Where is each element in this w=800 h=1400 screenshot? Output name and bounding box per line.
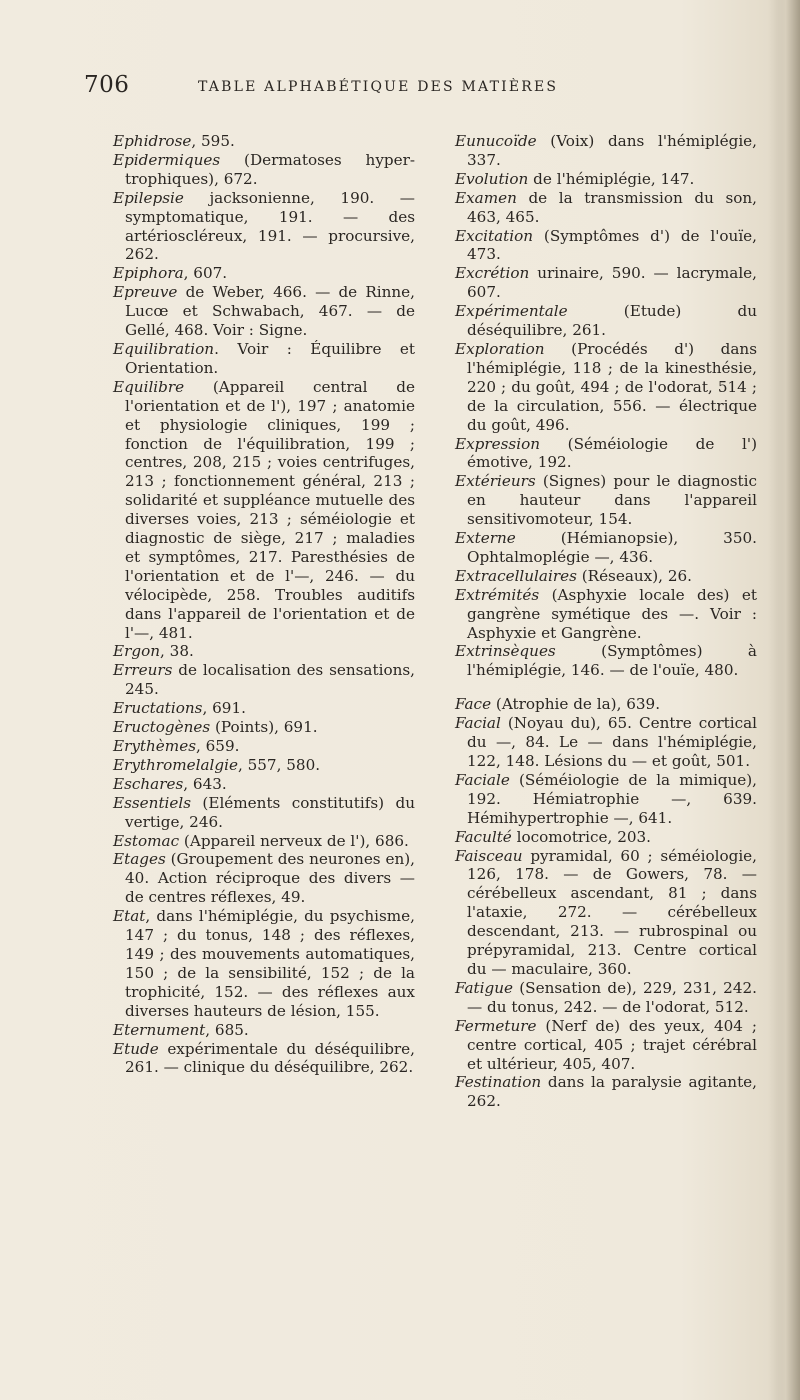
- index-entry: [455, 847, 757, 979]
- index-entry: [113, 151, 415, 189]
- index-term: Ergon: [113, 642, 160, 661]
- index-references: (Séméiologie de l') émotive, 192.: [467, 434, 757, 472]
- index-references: (Appareil central de l'orientation et de l'), 197 ; anatomie et physiologie cliniques, 199 ; fonction de l'équilibration, 199 ; centres, 208, 215 ; voies centrifuges, 213 ; fonctionnement général, 213 ; solidarité et suppléance mutuelle des diverses voies, 213 ; séméiologie et diagnostic de siège, 217 ; maladies et symptômes, 217. Paresthésies de l'orientation et de l'—, 246. — du vélocipède, 258. Troubles auditifs dans l'appareil de l'orientation et de l'—, 481.: [125, 377, 415, 642]
- index-entry: [455, 828, 757, 847]
- page-edge-shadow: [774, 0, 800, 1400]
- index-term: Excrétion: [455, 264, 530, 283]
- index-term: Expérimentale: [455, 302, 568, 321]
- index-term: Extérieurs: [455, 472, 536, 491]
- index-references: (Hémianopsie), 350. Ophtalmoplégie —, 436.: [467, 529, 757, 566]
- index-term: Ephidrose: [113, 132, 192, 150]
- running-title: TABLE ALPHABÉTIQUE DES MATIÈRES: [198, 79, 559, 95]
- index-entry: [113, 756, 415, 775]
- index-references: (Sensation de), 229, 231, 242. — du tonus, 242. — de l'odorat, 512.: [467, 978, 757, 1016]
- index-term: Epilepsie: [113, 188, 184, 207]
- index-entry: [113, 1040, 415, 1078]
- index-entry: [113, 699, 415, 718]
- index-term: Face: [455, 695, 492, 714]
- index-term: Facial: [455, 714, 501, 733]
- index-references: (Eléments constitutifs) du vertige, 246.: [125, 793, 415, 831]
- index-references: , dans l'hémiplégie, du psychisme, 147 ; du tonus, 148 ; des réflexes, 149 ; des mouvements automatiques, 150 ; de la sensibilité, 152 ; de la trophicité, 152. — des réflexes aux diverses hauteurs de lésion, 155.: [125, 907, 415, 1020]
- index-term: Erreurs: [113, 661, 173, 680]
- index-entry: [113, 775, 415, 794]
- index-entry: [113, 737, 415, 756]
- index-references: , 595.: [191, 132, 235, 150]
- index-references: jacksonienne, 190. — symptomatique, 191. — des artérioscléreux, 191. — procursive, 262.: [125, 188, 415, 264]
- index-term: Erythromelalgie: [113, 755, 238, 774]
- index-references: expérimentale du déséquilibre, 261. — clinique du déséquilibre, 262.: [125, 1039, 415, 1077]
- index-term: Epreuve: [113, 283, 178, 302]
- index-references: , 557, 580.: [237, 755, 321, 774]
- index-term: Eunucoïde: [455, 132, 537, 150]
- index-term: Eternument: [113, 1020, 206, 1039]
- index-references: , 38.: [160, 642, 194, 661]
- index-entry: [455, 642, 757, 680]
- index-entry: [455, 132, 757, 170]
- index-entry: [113, 340, 415, 378]
- index-entry: [455, 714, 757, 771]
- index-term: Examen: [455, 188, 517, 207]
- index-term: Fatigue: [455, 978, 514, 997]
- index-references: (Symptômes d') de l'ouïe, 473.: [467, 226, 757, 264]
- index-references: , 685.: [205, 1020, 249, 1039]
- index-references: de l'hémiplégie, 147.: [528, 169, 695, 188]
- index-term: Estomac: [113, 831, 180, 850]
- index-entry: [455, 771, 757, 828]
- index-term: Extracellulaires: [455, 566, 577, 585]
- index-references: (Asphyxie locale des) et gangrène symétique des —. Voir : Asphyxie et Gangrène.: [467, 585, 757, 642]
- index-references: (Séméiologie de la mimique), 192. Hémiatrophie —, 639. Hémihypertrophie —, 641.: [467, 770, 757, 827]
- index-entry: [455, 1017, 757, 1074]
- index-term: Faciale: [455, 770, 510, 789]
- index-entry: [113, 378, 415, 643]
- index-references: urinaire, 590. — lacrymale, 607.: [467, 264, 757, 302]
- index-entry: [455, 340, 757, 435]
- index-entry: [455, 189, 757, 227]
- index-entry: [455, 302, 757, 340]
- index-references: (Signes) pour le diagnostic en hauteur dans l'appareil sensitivomoteur, 154.: [467, 472, 757, 529]
- index-entry: [113, 1021, 415, 1040]
- index-entry: [113, 661, 415, 699]
- index-entry: [113, 189, 415, 265]
- index-references: , 643.: [183, 774, 227, 793]
- index-entry: [455, 1073, 757, 1111]
- index-term: Erythèmes: [113, 737, 196, 755]
- page-header: [0, 72, 800, 102]
- index-term: Eschares: [113, 774, 184, 793]
- index-term: Etages: [113, 850, 166, 869]
- index-entry: [455, 435, 757, 473]
- index-entry: [455, 264, 757, 302]
- index-entry: [113, 283, 415, 340]
- index-term: Fermeture: [455, 1016, 537, 1035]
- index-references: (Appareil nerveux de l'), 686.: [179, 831, 409, 850]
- index-entry: [455, 567, 757, 586]
- index-entry: [455, 529, 757, 567]
- index-references: de localisation des sensations, 245.: [125, 661, 415, 699]
- index-references: , 659.: [195, 737, 240, 755]
- index-references: (Noyau du), 65. Centre cortical du —, 84. Le — dans l'hémiplégie, 122, 148. Lésions du — et goût, 501.: [467, 714, 757, 770]
- index-references: (Réseaux), 26.: [576, 566, 692, 585]
- index-term: Faisceau: [455, 846, 523, 865]
- index-entry: [113, 794, 415, 832]
- index-term: Externe: [455, 529, 516, 548]
- index-entry: [455, 586, 757, 643]
- index-term: Eructogènes: [113, 718, 211, 737]
- page-number: 706: [84, 72, 130, 98]
- index-entry: [113, 832, 415, 851]
- index-references: , 607.: [183, 264, 228, 283]
- index-references: de Weber, 466. — de Rinne, Lucœ et Schwabach, 467. — de Gellé, 468. Voir : Signe.: [125, 283, 415, 340]
- index-term: Epiphora: [113, 264, 184, 283]
- index-term: Exploration: [455, 339, 545, 358]
- index-term: Essentiels: [113, 793, 192, 812]
- index-term: Eructations: [113, 699, 203, 718]
- index-references: . Voir : Équilibre et Orientation.: [125, 339, 415, 377]
- index-entry: [455, 695, 757, 714]
- index-references: locomotrice, 203.: [511, 827, 652, 846]
- index-entry: [113, 850, 415, 907]
- index-entry: [455, 227, 757, 265]
- index-term: Etude: [113, 1039, 159, 1058]
- index-references: (Groupement des neurones en), 40. Action réciproque des divers — de centres réflexes, 49.: [125, 850, 415, 907]
- index-term: Expression: [455, 434, 540, 453]
- index-term: Evolution: [455, 169, 529, 188]
- index-column-left: [113, 132, 415, 1077]
- index-term: Extrinsèques: [455, 642, 556, 661]
- index-entry: [113, 907, 415, 1020]
- index-references: , 691.: [202, 699, 246, 718]
- index-references: dans la paralysie agitante, 262.: [467, 1073, 757, 1111]
- index-entry: [455, 472, 757, 529]
- index-term: Extrémités: [455, 585, 540, 604]
- index-references: (Procédés d') dans l'hémiplégie, 118 ; de la kinesthésie, 220 ; du goût, 494 ; de l'odorat, 514 ; de la circulation, 556. — électrique du goût, 496.: [467, 339, 757, 434]
- index-entry: [113, 642, 415, 661]
- index-entry: [113, 264, 415, 283]
- index-references: pyramidal, 60 ; séméiologie, 126, 178. — de Gowers, 78. — cérébelleux ascendant, 81 ; dans l'ataxie, 272. — cérébelleux descendant, 213. — rubrospinal ou prépyramidal, 213. Centre cortical du — maculaire, 360.: [467, 846, 757, 978]
- index-term: Excitation: [455, 226, 534, 245]
- index-term: Equilibration: [113, 339, 215, 358]
- index-entry: [455, 979, 757, 1017]
- index-references: (Atrophie de la), 639.: [491, 695, 661, 714]
- index-references: (Symptômes) à l'hémiplégie, 146. — de l'ouïe, 480.: [467, 642, 757, 680]
- index-references: (Dermatoses hyper-trophiques), 672.: [125, 150, 415, 188]
- index-term: Etat: [113, 907, 146, 926]
- index-references: (Voix) dans l'hémiplégie, 337.: [467, 132, 757, 169]
- index-entry: [113, 718, 415, 737]
- index-references: (Etude) du déséquilibre, 261.: [467, 302, 757, 340]
- index-term: Epidermiques: [113, 150, 221, 169]
- index-entry: [113, 132, 415, 151]
- index-references: (Nerf de) des yeux, 404 ; centre cortical, 405 ; trajet cérébral et ultérieur, 405, 407.: [467, 1016, 757, 1073]
- index-column-right: [455, 132, 757, 1111]
- index-term: Faculté: [455, 827, 512, 846]
- index-term: Festination: [455, 1073, 542, 1092]
- index-term: Equilibre: [113, 377, 185, 396]
- index-references: de la transmission du son, 463, 465.: [467, 188, 757, 226]
- index-references: (Points), 691.: [210, 718, 318, 737]
- index-entry: [455, 170, 757, 189]
